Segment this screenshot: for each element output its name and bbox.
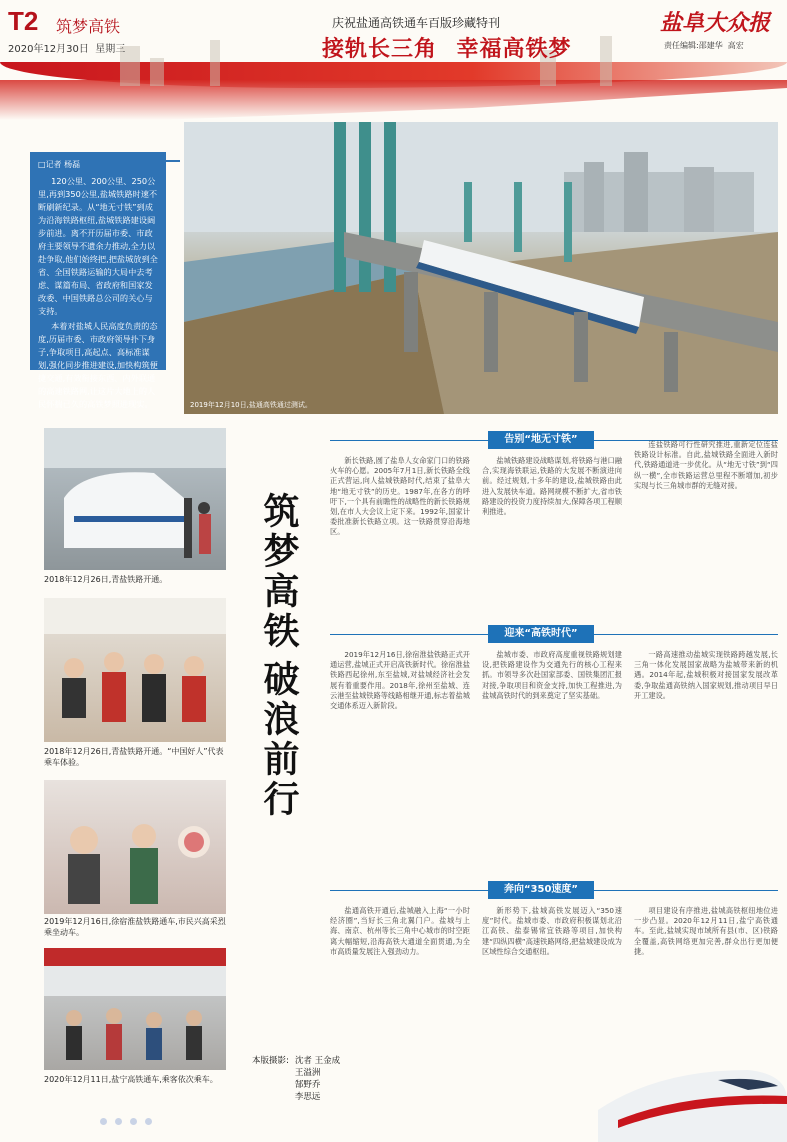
section-3-column-3 (634, 906, 778, 1036)
section-2-column-3 (634, 650, 778, 850)
headline-right: 幸福高铁梦 (456, 36, 572, 61)
special-issue-kicker: 庆祝盐通高铁通车百版珍藏特刊 (332, 16, 501, 30)
section-name: 筑梦高铁 (56, 19, 121, 36)
header-red-swoosh (0, 80, 787, 120)
title-line-2: 破浪前行 (258, 660, 299, 820)
photo-caption: 2019年12月16日,徐宿淮盐铁路通车,市民兴高采烈乘坐动车。 (44, 917, 226, 937)
passengers-illustration (44, 598, 226, 742)
article-paragraph: 一路高速推动盐城实现铁路跨越发展,长三角一体化发展国家战略为盐城带来新的机遇。2014年起,盐城积极对接国家发展改革委,争取盐通高铁纳入国家规划,推动项目早日开工建设。 (634, 650, 778, 700)
section-heading-1: 告别“地无寸铁” (488, 431, 594, 449)
section-heading-2: 迎来“高铁时代” (488, 625, 594, 643)
hero-photo-train-bridge (184, 122, 778, 414)
photo-caption: 2018年12月26日,青盐铁路开通。“中国好人”代表乘车体验。 (44, 747, 224, 767)
station-crowd-illustration (44, 948, 226, 1070)
section-heading-3: 奔向“350速度” (488, 881, 594, 899)
editor-credit (664, 40, 744, 51)
section-3-column-1 (330, 906, 470, 1066)
date-text: 2020年12月30日 (8, 44, 89, 55)
intro-connector-line (166, 160, 180, 162)
article-paragraph: 盐城市委、市政府高度重视铁路规划建设,把铁路建设作为交通先行的核心工程来抓。市领导多次赴国家部委、国铁集团汇报对接,争取项目和资金支持,加快工程推进,为盐城高铁时代的到来奠定了坚实基础。 (482, 650, 622, 700)
skyline-decoration (210, 40, 220, 86)
article-paragraph: 连盐铁路可行性研究推进,重新定位连盐铁路设计标准。自此,盐城铁路全面进入新时代,铁路通道进一步优化。从“地无寸铁”到“四纵一横”,全市铁路运营总里程不断增加,初步实现与长三角城市群的无缝对接。 (634, 440, 778, 490)
section-2-column-1 (330, 650, 470, 850)
decorative-train-graphic (598, 1040, 787, 1142)
photo-caption: 2018年12月26日,青盐铁路开通。 (44, 575, 168, 584)
article-paragraph: 2019年12月16日,徐宿淮盐铁路正式开通运营,盐城正式开启高铁新时代。徐宿淮盐铁路西起徐州,东至盐城,对盐城经济社会发展有着重要作用。2018年,徐州至盐城、连云港至盐城铁路等线路相继开通,标志着盐城交通体系迈入新阶段。 (330, 650, 470, 711)
photo-yanning-opening (44, 948, 226, 1070)
photo-xusuhuaiyan-opening (44, 780, 226, 914)
photo-qingyan-railway (44, 428, 226, 570)
main-vertical-title (258, 492, 298, 652)
article-paragraph: 盐通高铁开通后,盐城融入上海“一小时经济圈”,当好长三角北翼门户。盐城与上海、南京、杭州等长三角中心城市的时空距离大幅缩短,沿海高铁大通道全面贯通,为全市高质量发展注入强劲动力。 (330, 906, 470, 956)
hero-photo-caption: 2019年12月10日,盐通高铁通过测试。 (190, 401, 312, 409)
photo-caption: 2020年12月11日,盐宁高铁通车,乘客依次乘车。 (44, 1075, 218, 1084)
photo-credits (252, 1055, 340, 1103)
header-headline (322, 32, 572, 63)
headline-left: 接轨长三角 (322, 36, 438, 61)
editor-name: 责任编辑:邵建华 (664, 41, 723, 50)
credit-name: 沈者 王金成 (294, 1056, 341, 1066)
family-passengers-illustration (44, 780, 226, 914)
article-paragraph: 项目建设有序推进,盐城高铁枢纽地位进一步凸显。2020年12月11日,盐宁高铁通车。至此,盐城实现市域所有县(市、区)铁路全覆盖,高铁网络更加完善,群众出行更加便捷。 (634, 906, 778, 956)
section-1-column-3 (634, 440, 778, 606)
intro-paragraph: 本着对盐城人民高度负责的态度,历届市委、市政府领导扑下身子,争取项目,高起点、高标准谋划,强化同步推进建设,加快构筑便捷交通,有效衔接东西、内外联通的高速铁路网,让这片大地上的人民怀揣已久的高铁梦照进现实。 (38, 321, 158, 409)
credit-name: 王溢洲 (294, 1068, 321, 1078)
train-nose-icon (598, 1040, 787, 1142)
train-bridge-illustration (184, 122, 778, 414)
intro-summary-box (30, 152, 166, 409)
title-line-1: 筑梦高铁 (258, 492, 299, 652)
article-paragraph: 新长铁路,圆了盐阜人女命家门口的铁路火车的心愿。2005年7月1日,新长铁路全线正式营运,向人盐城铁路时代,结束了盐阜大地“地无寸铁”的历史。1987年,在各方的呼吁下,一个具有前瞻性的战略性的新长铁路规划,在市人大会议上定下来。1992年,国家计委批准新长铁路立项。这一铁路贯穿沿海地区。 (330, 456, 470, 537)
issue-date (8, 40, 125, 55)
page-header (0, 0, 787, 120)
photo-good-people-ride (44, 598, 226, 742)
weekday-text: 星期三 (95, 44, 126, 55)
designer-name: 高宏 (727, 41, 744, 50)
intro-paragraph: 120公里、200公里、250公里,再到350公里,盐城铁路时速不断刷新纪录。从“地无寸铁”到成为沿海铁路枢纽,盐城铁路建设阔步前进。离不开历届市委、市政府主要领导不遗余力推动,全力以赴争取,他们始终把,把盐城放到全省、全国铁路运输的大局中去考虑、谋篇布局、省政府和国家发改委、中国铁路总公司的关心与支持。 (38, 176, 158, 316)
section-1-column-2 (482, 456, 622, 606)
credit-name: 李思远 (294, 1092, 321, 1102)
page-number: T2 (8, 6, 39, 36)
newspaper-masthead-logo: 盐阜大众报 (660, 10, 771, 35)
skyline-decoration (150, 58, 164, 86)
page-dots-decoration (100, 1110, 160, 1129)
skyline-decoration (600, 36, 612, 86)
article-paragraph: 新形势下,盐城高铁发展迈入“350速度”时代。盐城市委、市政府积极谋划北沿江高铁、盐泰锡常宜铁路等项目,加快构建“四纵四横”高速铁路网络,把盐城建设成为区域性综合交通枢纽。 (482, 906, 622, 956)
credit-name: 郜野乔 (294, 1080, 321, 1090)
section-2-column-2 (482, 650, 622, 850)
credits-label: 本版摄影: (252, 1056, 289, 1066)
reporter-byline: □记者 杨磊 (38, 160, 81, 169)
section-1-column-1 (330, 456, 470, 606)
article-paragraph: 盐城铁路建设战略谋划,将铁路与港口融合,实现海铁联运,铁路的大发展不断演进向前。经过规划,十多年的建设,盐城铁路由此进入发展快车道。路网规模不断扩大,省市铁路建设的投资力度持续加大,保障各项工程顺利推进。 (482, 456, 622, 517)
train-platform-illustration (44, 428, 226, 570)
